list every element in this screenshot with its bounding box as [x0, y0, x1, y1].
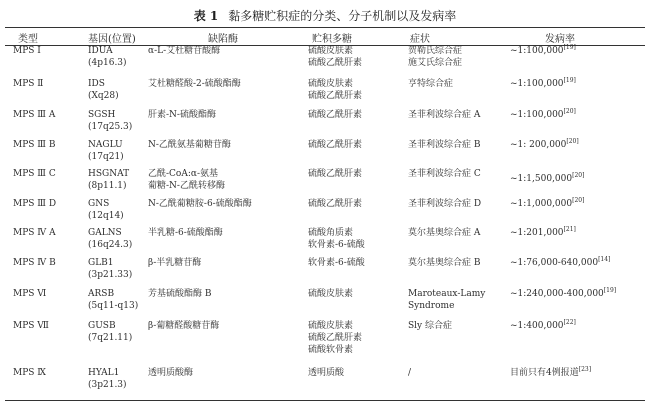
- header-gag: 贮积多糖: [312, 34, 352, 45]
- rate-value: ~1:100,000: [510, 79, 564, 89]
- gene-cell-line: IDUA: [88, 46, 113, 56]
- gag-cell-line: 硫酸皮肤素: [308, 321, 354, 331]
- gene-cell-line: GALNS: [88, 228, 122, 238]
- table-caption: [0, 7, 650, 24]
- enzyme-cell: [148, 320, 219, 332]
- reference-link[interactable]: [19]: [563, 44, 576, 51]
- gag-cell-line: 硫酸乙酰肝素: [308, 140, 363, 150]
- gag-cell-line: 硫酸软骨素: [308, 345, 354, 355]
- symptom-cell: [408, 109, 480, 121]
- reference-link[interactable]: [23]: [578, 366, 592, 373]
- gag-cell: [308, 168, 362, 180]
- gene-cell: [88, 139, 124, 163]
- rate-cell: [510, 78, 576, 90]
- rate-cell: [510, 227, 576, 239]
- gag-cell: [308, 109, 362, 121]
- gene-cell-line: HYAL1: [88, 368, 120, 378]
- gag-cell: [308, 139, 362, 151]
- gene-cell-line: (3p21.33): [88, 270, 133, 280]
- symptom-cell: [408, 139, 480, 151]
- symptom-cell: [408, 367, 411, 379]
- symptom-cell-line: Maroteaux-Lamy: [408, 289, 486, 299]
- gag-cell-line: 硫酸乙酰肝素: [308, 91, 363, 101]
- rate-cell: [510, 367, 591, 379]
- type-cell-text: MPS Ⅳ B: [13, 258, 56, 268]
- symptom-cell: [408, 45, 462, 69]
- symptom-cell: [408, 257, 480, 269]
- type-cell-text: MPS Ⅸ: [13, 368, 46, 378]
- gene-cell: [88, 320, 132, 344]
- type-cell: [13, 139, 55, 151]
- type-cell: [13, 320, 49, 332]
- enzyme-cell: [148, 168, 225, 192]
- enzyme-cell: [148, 198, 252, 210]
- reference-link[interactable]: [19]: [603, 287, 617, 294]
- rate-value: ~1:1,000,000: [510, 199, 573, 209]
- symptom-cell: [408, 227, 480, 239]
- gene-cell-line: (17q21): [88, 152, 124, 162]
- type-cell-text: MPS Ⅲ D: [13, 199, 57, 209]
- gag-cell-line: 硫酸乙酰肝素: [308, 110, 363, 120]
- gene-cell-line: SGSH: [88, 110, 116, 120]
- gag-cell-line: 硫酸皮肤素: [308, 79, 354, 89]
- symptom-cell: [408, 320, 452, 332]
- enzyme-cell-line: 芳基硫酸酯酶 B: [148, 289, 212, 299]
- gene-cell-line: (12q14): [88, 211, 124, 221]
- enzyme-cell: [148, 45, 220, 57]
- gene-cell: [88, 109, 132, 133]
- enzyme-cell: [148, 288, 211, 300]
- type-cell: [13, 78, 43, 90]
- enzyme-cell-line: N-乙酰葡糖胺-6-硫酸酯酶: [148, 199, 252, 209]
- gene-cell: [88, 78, 119, 102]
- gag-cell-line: 硫酸乙酰肝素: [308, 169, 363, 179]
- rate-cell: [510, 198, 584, 210]
- type-cell-text: MPS Ⅲ C: [13, 169, 56, 179]
- gag-cell-line: 硫酸皮肤素: [308, 289, 354, 299]
- gag-cell-line: 硫酸乙酰肝素: [308, 199, 363, 209]
- enzyme-cell: [148, 139, 231, 151]
- enzyme-cell-line: 艾杜糖醛酸-2-硫酸酯酶: [148, 79, 241, 89]
- symptom-cell-line: 圣菲利波综合症 C: [408, 169, 481, 179]
- enzyme-cell: [148, 78, 241, 90]
- gene-cell-line: NAGLU: [88, 140, 123, 150]
- reference-link[interactable]: [14]: [598, 256, 611, 263]
- rate-value: ~1:240,000-400,000: [510, 289, 604, 299]
- gag-cell-line: 硫酸角质素: [308, 228, 354, 238]
- rate-cell: [510, 173, 584, 185]
- enzyme-cell-line: 半乳糖-6-硫酸酯酶: [148, 228, 223, 238]
- gene-cell-line: (4p16.3): [88, 58, 127, 68]
- type-cell-text: MPS Ⅰ: [13, 46, 41, 56]
- rate-cell: [510, 288, 616, 300]
- enzyme-cell-line: β-葡糖醛酸糖苷酶: [148, 321, 220, 331]
- gene-cell: [88, 257, 132, 281]
- type-cell: [13, 109, 55, 121]
- gene-cell-line: (17q25.3): [88, 122, 133, 132]
- gag-cell: [308, 78, 362, 102]
- enzyme-cell-line: 透明质酸酶: [148, 368, 194, 378]
- type-cell: [13, 45, 41, 57]
- rate-value: 目前只有4例报道: [510, 368, 579, 378]
- gag-cell: [308, 288, 353, 300]
- gene-cell: [88, 45, 127, 69]
- gene-cell-line: IDS: [88, 79, 105, 89]
- type-cell: [13, 168, 56, 180]
- gene-cell-line: HSGNAT: [88, 169, 130, 179]
- gene-cell: [88, 367, 127, 391]
- rate-value: ~1:201,000: [510, 228, 564, 238]
- enzyme-cell: [148, 109, 216, 121]
- reference-link[interactable]: [20]: [563, 108, 576, 115]
- gene-cell: [88, 288, 138, 312]
- gag-cell-line: 透明质酸: [308, 368, 345, 378]
- header-symptom: 症状: [410, 34, 430, 45]
- enzyme-cell-line: 葡糖-N-乙酰转移酶: [148, 181, 225, 191]
- rate-cell: [510, 45, 576, 57]
- gene-cell-line: (5q11-q13): [88, 301, 139, 311]
- symptom-cell-line: /: [408, 368, 412, 378]
- type-cell-text: MPS Ⅲ A: [13, 110, 56, 120]
- rate-value: ~1:100,000: [510, 110, 564, 120]
- type-cell: [13, 257, 56, 269]
- enzyme-cell-line: 肝素-N-硫酸酯酶: [148, 110, 216, 120]
- symptom-cell-line: 圣菲利波综合症 A: [408, 110, 481, 120]
- type-cell: [13, 198, 56, 210]
- symptom-cell: [408, 288, 485, 312]
- gene-cell-line: (Xq28): [88, 91, 119, 101]
- rate-cell: [510, 109, 576, 121]
- symptom-cell: [408, 168, 481, 180]
- enzyme-cell: [148, 227, 223, 239]
- symptom-cell-line: 莫尔基奥综合症 B: [408, 258, 481, 268]
- rate-cell: [510, 139, 579, 151]
- reference-link[interactable]: [20]: [572, 172, 585, 179]
- enzyme-cell-line: N-乙酰氨基葡糖苷酶: [148, 140, 231, 150]
- gag-cell-line: 硫酸乙酰肝素: [308, 333, 363, 343]
- table-number: 表 1: [193, 9, 219, 23]
- symptom-cell-line: 莫尔基奥综合症 A: [408, 228, 481, 238]
- gene-cell-line: GLB1: [88, 258, 114, 268]
- header-rate: 发病率: [545, 34, 575, 45]
- enzyme-cell: [148, 367, 193, 379]
- gene-cell-line: (16q24.3): [88, 240, 133, 250]
- symptom-cell: [408, 78, 453, 90]
- header-gene: 基因(位置): [88, 34, 136, 45]
- reference-link[interactable]: [21]: [563, 226, 576, 233]
- gene-cell-line: (3p21.3): [88, 380, 127, 390]
- header-enzyme: 缺陷酶: [208, 34, 238, 45]
- rate-value: ~1:400,000: [510, 321, 564, 331]
- symptom-cell-line: 贺勒氏综合症: [408, 46, 463, 56]
- rate-cell: [510, 257, 610, 269]
- enzyme-cell-line: β-半乳糖苷酶: [148, 258, 202, 268]
- gene-cell-line: GNS: [88, 199, 110, 209]
- gag-cell-line: 软骨素-6-硫酸: [308, 258, 365, 268]
- gene-cell: [88, 168, 129, 192]
- rate-value: ~1:100,000: [510, 46, 564, 56]
- type-cell: [13, 288, 46, 300]
- gag-cell: [308, 257, 365, 269]
- gene-cell-line: ARSB: [88, 289, 115, 299]
- enzyme-cell-line: α-L-艾杜糖苷酸酶: [148, 46, 221, 56]
- gene-cell-line: (8p11.1): [88, 181, 127, 191]
- table-bottom-rule: [5, 400, 645, 401]
- rate-value: ~1:1,500,000: [510, 174, 573, 184]
- gag-cell: [308, 320, 362, 356]
- reference-link[interactable]: [22]: [563, 319, 576, 326]
- gag-cell-line: 硫酸皮肤素: [308, 46, 354, 56]
- type-cell-text: MPS Ⅲ B: [13, 140, 56, 150]
- gene-cell: [88, 227, 132, 251]
- rate-cell: [510, 320, 576, 332]
- gag-cell: [308, 198, 362, 210]
- rate-value: ~1:76,000-640,000: [510, 258, 599, 268]
- symptom-cell: [408, 198, 481, 210]
- symptom-cell-line: Syndrome: [408, 301, 455, 311]
- gene-cell-line: GUSB: [88, 321, 116, 331]
- header-type: 类型: [18, 34, 38, 45]
- rate-value: ~1: 200,000: [510, 140, 567, 150]
- enzyme-cell-line: 乙酰-CoA:α-氨基: [148, 169, 218, 179]
- type-cell-text: MPS Ⅵ: [13, 289, 47, 299]
- reference-link[interactable]: [20]: [572, 197, 585, 204]
- gene-cell: [88, 198, 124, 222]
- gag-cell: [308, 227, 365, 251]
- symptom-cell-line: Sly 综合症: [408, 321, 452, 331]
- gag-cell-line: 软骨素-6-硫酸: [308, 240, 365, 250]
- table-top-rule: [5, 27, 645, 28]
- type-cell: [13, 367, 46, 379]
- gene-cell-line: (7q21.11): [88, 333, 133, 343]
- symptom-cell-line: 圣菲利波综合症 B: [408, 140, 481, 150]
- type-cell-text: MPS Ⅱ: [13, 79, 44, 89]
- gag-cell-line: 硫酸乙酰肝素: [308, 58, 363, 68]
- gag-cell: [308, 45, 362, 69]
- symptom-cell-line: 亨特综合症: [408, 79, 454, 89]
- type-cell: [13, 227, 56, 239]
- enzyme-cell: [148, 257, 201, 269]
- gag-cell: [308, 367, 344, 379]
- reference-link[interactable]: [19]: [563, 77, 576, 84]
- reference-link[interactable]: [20]: [566, 138, 579, 145]
- type-cell-text: MPS Ⅶ: [13, 321, 49, 331]
- symptom-cell-line: 圣菲利波综合症 D: [408, 199, 482, 209]
- symptom-cell-line: 施艾氏综合症: [408, 58, 463, 68]
- table-title: 黏多糖贮积症的分类、分子机制以及发病率: [228, 9, 457, 23]
- type-cell-text: MPS Ⅳ A: [13, 228, 56, 238]
